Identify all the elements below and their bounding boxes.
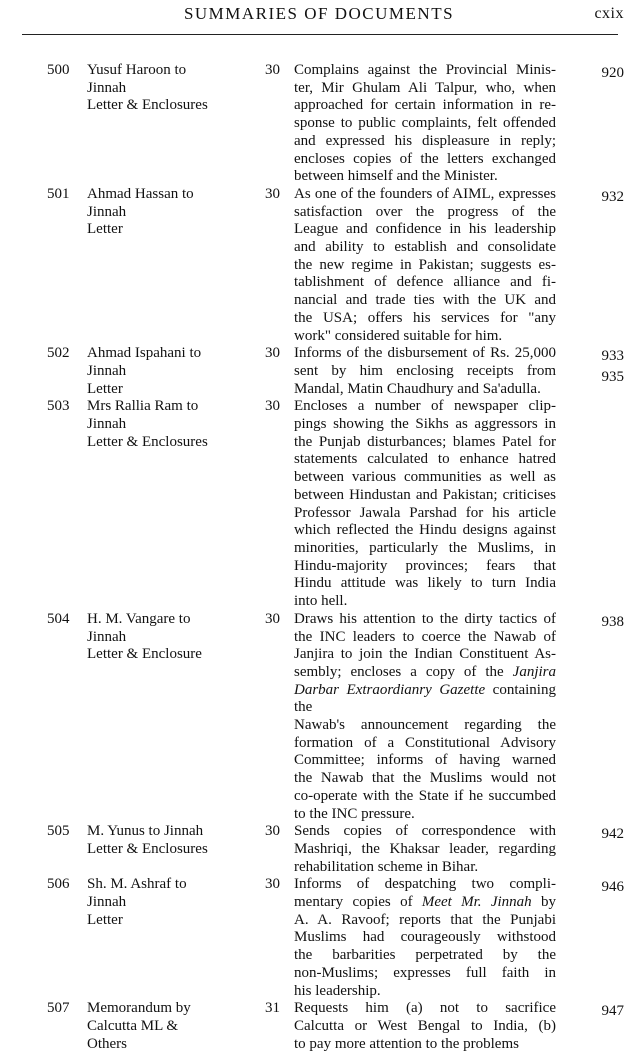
entry-number: 507 (47, 1000, 70, 1017)
correspondent-line: Jinnah (87, 203, 127, 220)
summary-line: and expressed his displeasure in reply; (294, 132, 556, 149)
entry-page-reference (588, 823, 624, 844)
correspondent-line: Yusuf Haroon to (87, 62, 187, 78)
correspondent-line: Letter & Enclosure (87, 646, 202, 663)
entry-summary (294, 823, 556, 876)
correspondent-line: Jinnah (87, 79, 127, 96)
entry-correspondent (87, 345, 247, 398)
document-entry (0, 62, 638, 186)
summary-line: into hell. (294, 593, 348, 610)
summary-line: Informs of despatching two compli- (294, 876, 556, 893)
summary-line: Hindu attitude was likely to turn India (294, 575, 556, 592)
entry-page-reference (588, 345, 624, 386)
entry-number: 504 (47, 610, 70, 627)
entry-page-reference (588, 876, 624, 897)
correspondent-line: Jinnah (87, 362, 127, 379)
document-entry (0, 876, 638, 1000)
entry-correspondent (87, 1000, 247, 1053)
entry-summary (294, 186, 556, 345)
entry-number: 503 (47, 398, 70, 415)
entry-number: 500 (47, 62, 70, 78)
correspondent-line: Jinnah (87, 416, 127, 433)
summary-line: minorities, particularly the Muslims, in (294, 539, 556, 556)
summary-line: formation of a Constitutional Advisory (294, 734, 556, 751)
page-number: 932 (601, 188, 624, 205)
summary-line: to pay more attention to the problems (294, 1035, 519, 1052)
summary-line: the Punjab disturbances; blames Patel for (294, 433, 556, 450)
summary-line: to the INC pressure. (294, 805, 415, 822)
entry-date: 30 (265, 185, 280, 202)
summary-line: Mashriqi, the Khaksar leader, regarding (294, 840, 556, 857)
entry-summary (294, 1000, 556, 1053)
summary-line: Nawab's announcement regarding the (294, 717, 556, 734)
summary-line: Calcutta or West Bengal to India, (b) (294, 1017, 556, 1034)
entry-number: 505 (47, 823, 70, 840)
summary-line: the INC leaders to coerce the Nawab of (294, 628, 556, 645)
summary-line: the Nawab that the Muslims would not (294, 770, 556, 787)
summary-line: his leadership. (294, 982, 381, 999)
document-entry (0, 345, 638, 398)
correspondent-line: Letter (87, 911, 123, 928)
header-title: SUMMARIES OF DOCUMENTS (183, 4, 455, 23)
summary-line: Encloses a number of newspaper clip- (294, 398, 556, 415)
summary-line: Darbar Extraordianry Gazette containing the (294, 681, 556, 716)
summary-line: A. A. Ravoof; reports that the Punjabi (294, 911, 556, 928)
summary-line: the barbarities perpetrated by the (294, 947, 556, 964)
correspondent-line: Calcutta ML & (87, 1017, 179, 1034)
entry-date: 30 (265, 823, 280, 840)
page-number: 938 (601, 613, 624, 630)
summary-line: between Hindustan and Pakistan; criticises (294, 486, 556, 503)
correspondent-line: Ahmad Ispahani to (87, 345, 202, 362)
page-number: 947 (601, 1003, 624, 1020)
correspondent-line: Letter & Enclosures (87, 840, 208, 857)
entry-page-reference (588, 62, 624, 83)
correspondent-line: Ahmad Hassan to (87, 185, 194, 202)
summary-line: the new regime in Pakistan; suggests es- (294, 256, 556, 273)
summary-line: co-operate with the State if he succumbed (294, 787, 556, 804)
entry-summary (294, 345, 556, 398)
summary-line: Muslims had courageously withstood (294, 929, 556, 946)
document-entry (0, 186, 638, 345)
summary-line: Sends copies of correspondence with (294, 823, 556, 840)
entry-number: 501 (47, 185, 70, 202)
document-entry (0, 611, 638, 823)
summary-line: statements calculated to enhance hatred (294, 451, 556, 468)
summary-line: tablishment of defence alliance and fi- (294, 274, 556, 291)
entry-page-reference (588, 186, 624, 207)
entry-summary (294, 398, 556, 610)
correspondent-line: Letter & Enclosures (87, 433, 208, 450)
entry-date: 30 (265, 398, 280, 415)
summary-line: between himself and the Minister. (294, 168, 498, 185)
document-entry (0, 1000, 638, 1053)
entry-correspondent (87, 186, 247, 239)
document-entry (0, 823, 638, 876)
summary-line: mentary copies of Meet Mr. Jinnah by (294, 894, 556, 911)
correspondent-line: Sh. M. Ashraf to (87, 876, 187, 893)
summary-line: sent by him enclosing receipts from (294, 362, 556, 379)
page-number: 920 (601, 65, 624, 81)
header-page-number: cxix (594, 5, 624, 22)
summary-line: sponse to public complaints, felt offended (294, 115, 556, 132)
summary-line: encloses copies of the letters exchanged (294, 150, 556, 167)
summary-line: sembly; encloses a copy of the Janjira (294, 663, 556, 680)
entry-summary (294, 62, 556, 186)
summary-line: the USA; offers his services for "any (294, 309, 556, 326)
summary-line: Hindu-majority provinces; fears that (294, 557, 556, 574)
summary-line: nancial and trade ties with the UK and (294, 292, 556, 309)
page-number: 942 (601, 826, 624, 843)
header-rule (22, 34, 618, 35)
entry-date: 30 (265, 62, 280, 78)
correspondent-line: Others (87, 1035, 127, 1052)
entry-date: 30 (265, 610, 280, 627)
document-summary-list (0, 62, 638, 1053)
summary-line: which reflected the Hindu designs against (294, 522, 556, 539)
entry-date: 30 (265, 345, 280, 362)
page-number: 933 (601, 348, 624, 365)
entry-correspondent (87, 823, 247, 858)
entry-summary (294, 876, 556, 1000)
entry-correspondent (87, 398, 247, 451)
correspondent-line: Letter & Enclosures (87, 97, 208, 114)
summary-line: Professor Jawala Parshad for his article (294, 504, 556, 521)
summary-line: between various communities as well as (294, 469, 556, 486)
correspondent-line: Jinnah (87, 628, 127, 645)
correspondent-line: M. Yunus to Jinnah (87, 823, 204, 840)
summary-line: work" considered suitable for him. (294, 327, 503, 344)
document-entry (0, 398, 638, 610)
page-number: 946 (601, 879, 624, 896)
summary-line: ter, Mir Ghulam Ali Talpur, who, when (294, 79, 556, 96)
summary-line: satisfaction over the progress of the (294, 203, 556, 220)
summary-line: rehabilitation scheme in Bihar. (294, 858, 479, 875)
entry-date: 30 (265, 876, 280, 893)
summary-line: Complains against the Provincial Minis- (294, 62, 556, 78)
correspondent-line: Memorandum by (87, 1000, 191, 1017)
summary-line: Committee; informs of having warned (294, 752, 556, 769)
correspondent-line: Jinnah (87, 894, 127, 911)
summary-line: Draws his attention to the dirty tactics of (294, 610, 556, 627)
entry-correspondent (87, 611, 247, 664)
page-number: 935 (601, 368, 624, 385)
entry-page-reference (588, 1000, 624, 1021)
summary-line: pings showing the Sikhs as aggressors in (294, 416, 556, 433)
summary-line: League and confidence in his leadership (294, 221, 556, 238)
summary-line: and ability to establish and consolidate (294, 239, 556, 256)
summary-line: Mandal, Matin Chaudhury and Sa'adulla. (294, 380, 541, 397)
correspondent-line: Mrs Rallia Ram to (87, 398, 199, 415)
summary-line: Requests him (a) not to sacrifice (294, 1000, 556, 1017)
summary-line: Janjira to join the Indian Constituent As- (294, 646, 556, 663)
summary-line: non-Muslims; expresses full faith in (294, 964, 556, 981)
entry-correspondent (87, 62, 247, 115)
summary-line: As one of the founders of AIML, expresses (294, 185, 556, 202)
correspondent-line: Letter (87, 380, 123, 397)
correspondent-line: H. M. Vangare to (87, 610, 191, 627)
entry-summary (294, 611, 556, 823)
entry-correspondent (87, 876, 247, 929)
summary-line: Informs of the disbursement of Rs. 25,000 (294, 345, 556, 362)
entry-date: 31 (265, 1000, 280, 1017)
correspondent-line: Letter (87, 221, 123, 238)
entry-number: 502 (47, 345, 70, 362)
entry-number: 506 (47, 876, 70, 893)
entry-page-reference (588, 611, 624, 632)
summary-line: approached for certain information in re- (294, 97, 556, 114)
